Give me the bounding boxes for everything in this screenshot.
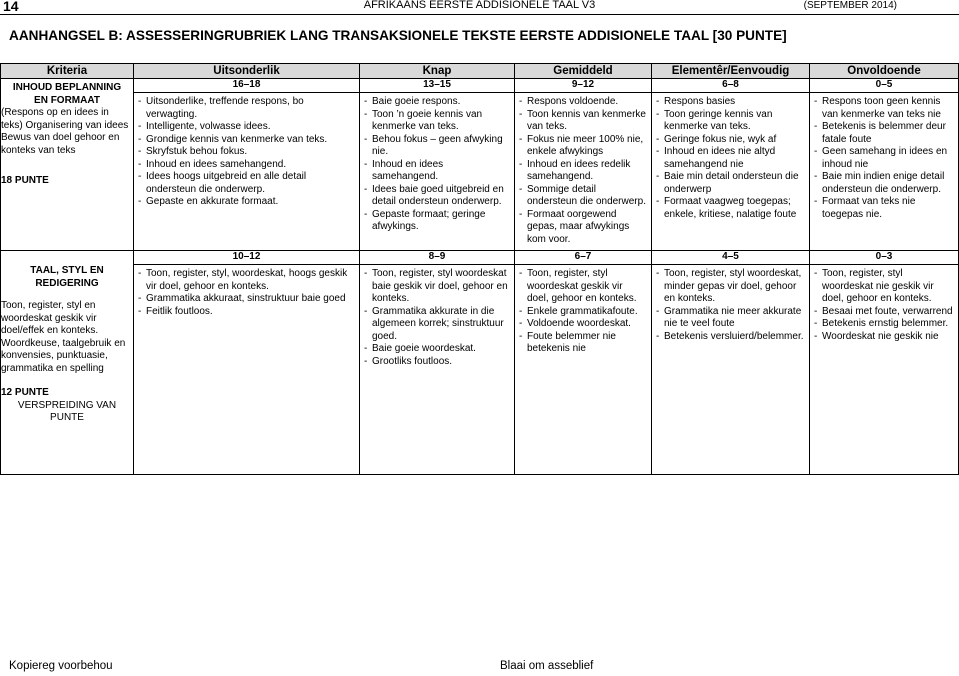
descriptor-item: - Toon, register, styl woordeskat geskik vir doel, gehoor en konteks. xyxy=(519,268,647,306)
descriptor-item: - Betekenis versluierd/belemmer. xyxy=(656,331,805,344)
descriptor-item: - Respons toon geen kennis van kenmerke van teks nie xyxy=(814,96,954,121)
descriptor-item: - Behou fokus – geen afwyking nie. xyxy=(364,134,510,159)
descriptor-item: - Formaat vaagweg toegepas; enkele, kritiese, nalatige foute xyxy=(656,196,805,221)
level-range: 6–8 xyxy=(652,79,810,93)
section1-descriptors-row xyxy=(1,93,959,251)
descriptor-item: - Inhoud en idees nie altyd samehangend nie xyxy=(656,146,805,171)
descriptor-item: - Betekenis ernstig belemmer. xyxy=(814,318,954,331)
descriptor-item: - Geringe fokus nie, wyk af xyxy=(656,134,805,147)
descriptor-item: - Toon, register, styl woordeskat nie geskik vir doel, gehoor en konteks. xyxy=(814,268,954,306)
header-rule xyxy=(0,14,959,15)
descriptor-item: - Grondige kennis van kenmerke van teks. xyxy=(138,134,355,147)
descriptor-item: - Besaai met foute, verwarrend xyxy=(814,306,954,319)
level-range: 0–3 xyxy=(810,251,959,265)
descriptor-item: - Sommige detail ondersteun die onderwerp. xyxy=(519,184,647,209)
descriptor-item: - Betekenis is belemmer deur fatale foute xyxy=(814,121,954,146)
level-range: 9–12 xyxy=(515,79,652,93)
descriptor-cell xyxy=(810,265,959,475)
col-header-criteria: Kriteria xyxy=(1,64,134,79)
descriptor-item: - Baie min indien enige detail ondersteun die onderwerp. xyxy=(814,171,954,196)
copyright-footer: Kopiereg voorbehou xyxy=(9,660,113,672)
descriptor-item: - Idees hoogs uitgebreid en alle detail ondersteun die onderwerp. xyxy=(138,171,355,196)
descriptor-item: - Formaat oorgewend gepas, maar afwykings kom voor. xyxy=(519,209,647,247)
descriptor-item: - Toon, register, styl woordeskat baie geskik vir doel, gehoor en konteks. xyxy=(364,268,510,306)
descriptor-item: - Grammatika nie meer akkurate nie te veel foute xyxy=(656,306,805,331)
descriptor-item: - Idees baie goed uitgebreid en detail ondersteun onderwerp. xyxy=(364,184,510,209)
level-range: 6–7 xyxy=(515,251,652,265)
col-header-elementary: Elementêr/Eenvoudig xyxy=(652,64,810,79)
criterion-description: Toon, register, styl en woordeskat geskik vir doel/effek en konteks. Woordkeuse, taalgebruik en konvensies, punktuasie, grammatika en spelling xyxy=(1,300,126,374)
descriptor-item: - Skryfstuk behou fokus. xyxy=(138,146,355,159)
criterion-content-planning xyxy=(1,79,134,251)
descriptor-cell xyxy=(134,93,360,251)
col-header-exceptional: Uitsonderlik xyxy=(134,64,360,79)
criterion-title-2: EN FORMAAT xyxy=(34,94,100,106)
criterion-description: (Respons op en idees in teks) Organisering van idees Bewus van doel gehoor en konteks van teks xyxy=(1,107,129,156)
criterion-language-style xyxy=(1,251,134,475)
descriptor-item: - Baie min detail ondersteun die onderwerp xyxy=(656,171,805,196)
descriptor-item: - Woordeskat nie geskik nie xyxy=(814,331,954,344)
descriptor-item: - Grootliks foutloos. xyxy=(364,356,510,369)
descriptor-item: - Baie goeie respons. xyxy=(364,96,510,109)
level-range: 8–9 xyxy=(360,251,515,265)
descriptor-item: - Gepaste formaat; geringe afwykings. xyxy=(364,209,510,234)
descriptor-item: - Toon, register, styl woordeskat, minder gepas vir doel, gehoor en konteks. xyxy=(656,268,805,306)
descriptor-item: - Geen samehang in idees en inhoud nie xyxy=(814,146,954,171)
descriptor-item: - Intelligente, volwasse idees. xyxy=(138,121,355,134)
descriptor-cell xyxy=(134,265,360,475)
turn-page-footer: Blaai om asseblief xyxy=(500,660,594,672)
descriptor-item: - Gepaste en akkurate formaat. xyxy=(138,196,355,209)
rubric-table xyxy=(0,63,959,475)
col-header-skilled: Knap xyxy=(360,64,515,79)
descriptor-item: - Inhoud en idees samehangend. xyxy=(138,159,355,172)
section2-levels-row xyxy=(1,251,959,265)
descriptor-cell xyxy=(360,93,515,251)
descriptor-item: - Fokus nie meer 100% nie, enkele afwykings xyxy=(519,134,647,159)
descriptor-item: - Toon ’n goeie kennis van kenmerke van teks. xyxy=(364,109,510,134)
descriptor-item: - Grammatika akkuraat, sinstruktuur baie goed xyxy=(138,293,355,306)
criterion-title-2: REDIGERING xyxy=(35,277,99,289)
descriptor-cell xyxy=(652,265,810,475)
descriptor-cell xyxy=(652,93,810,251)
column-header-row xyxy=(1,64,959,79)
level-range: 0–5 xyxy=(810,79,959,93)
level-range: 4–5 xyxy=(652,251,810,265)
descriptor-item: - Uitsonderlike, treffende respons, bo verwagting. xyxy=(138,96,355,121)
descriptor-cell xyxy=(360,265,515,475)
level-range: 13–15 xyxy=(360,79,515,93)
descriptor-cell xyxy=(515,93,652,251)
criterion-marks: 18 PUNTE xyxy=(1,175,49,186)
descriptor-cell xyxy=(810,93,959,251)
descriptor-item: - Grammatika akkurate in die algemeen korrek; sinstruktuur goed. xyxy=(364,306,510,344)
descriptor-item: - Feitlik foutloos. xyxy=(138,306,355,319)
descriptor-item: - Toon, register, styl, woordeskat, hoogs geskik vir doel, gehoor en konteks. xyxy=(138,268,355,293)
exam-date: (SEPTEMBER 2014) xyxy=(803,0,897,11)
descriptor-cell xyxy=(515,265,652,475)
level-range: 10–12 xyxy=(134,251,360,265)
page-number: 14 xyxy=(3,0,19,14)
descriptor-item: - Formaat van teks nie toegepas nie. xyxy=(814,196,954,221)
descriptor-item: - Inhoud en idees samehangend. xyxy=(364,159,510,184)
descriptor-item: - Toon geringe kennis van kenmerke van teks. xyxy=(656,109,805,134)
descriptor-item: - Respons basies xyxy=(656,96,805,109)
descriptor-item: - Voldoende woordeskat. xyxy=(519,318,647,331)
criterion-title: TAAL, STYL EN xyxy=(30,265,104,276)
col-header-insufficient: Onvoldoende xyxy=(810,64,959,79)
level-range: 16–18 xyxy=(134,79,360,93)
descriptor-item: - Inhoud en idees redelik samehangend. xyxy=(519,159,647,184)
col-header-average: Gemiddeld xyxy=(515,64,652,79)
descriptor-item: - Baie goeie woordeskat. xyxy=(364,343,510,356)
descriptor-item: - Enkele grammatikafoute. xyxy=(519,306,647,319)
descriptor-item: - Foute belemmer nie betekenis nie xyxy=(519,331,647,356)
page-header xyxy=(0,0,959,14)
section1-levels-row xyxy=(1,79,959,93)
criterion-title: INHOUD BEPLANNING xyxy=(12,82,122,93)
section2-descriptors-row xyxy=(1,265,959,475)
marks-distribution-note: VERSPREIDING VAN PUNTE xyxy=(17,399,117,423)
subject-title: AFRIKAANS EERSTE ADDISIONELE TAAL V3 xyxy=(363,0,596,11)
descriptor-item: - Toon kennis van kenmerke van teks. xyxy=(519,109,647,134)
criterion-marks: 12 PUNTE xyxy=(1,387,49,398)
annexure-title: AANHANGSEL B: ASSESSERINGRUBRIEK LANG TRANSAKSIONELE TEKSTE EERSTE ADDISIONELE TAAL [30 PUNTE] xyxy=(9,28,787,43)
descriptor-item: - Respons voldoende. xyxy=(519,96,647,109)
